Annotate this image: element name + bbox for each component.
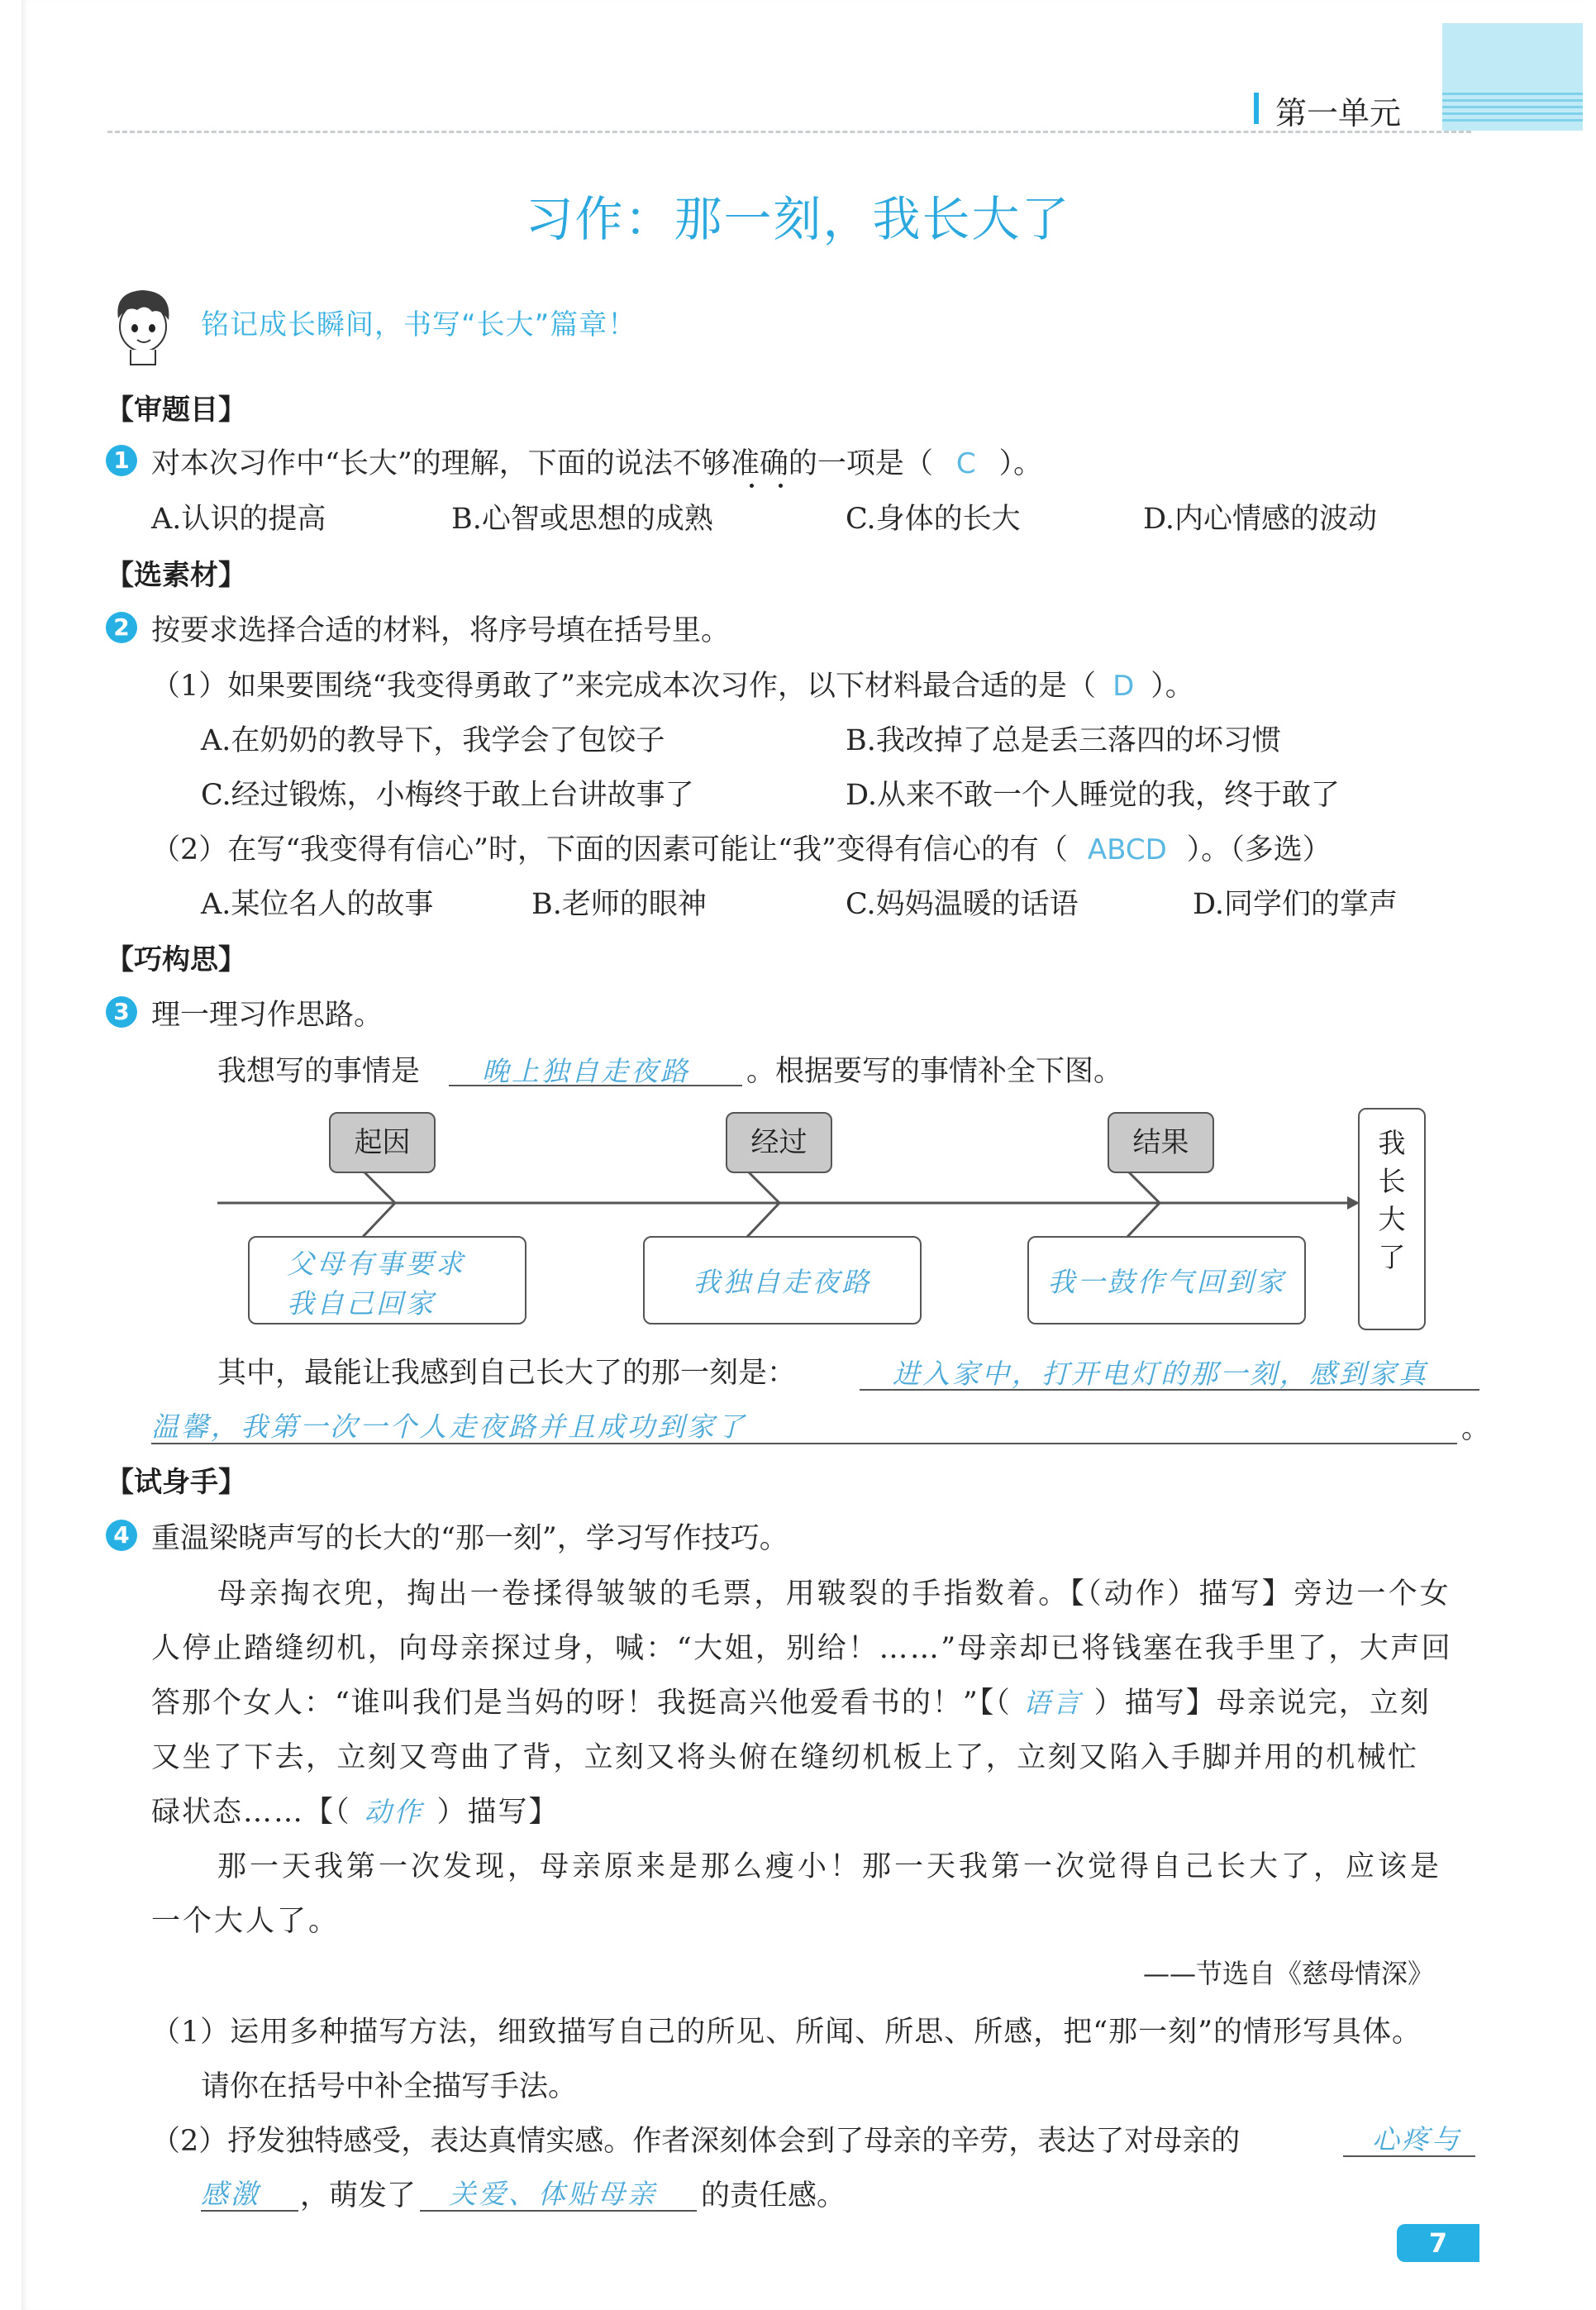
diagram-end-char: 了	[1378, 1241, 1406, 1273]
q3-stem: 理一理习作思路。	[151, 999, 384, 1032]
q4-sub2-mid: ，萌发了	[300, 2179, 417, 2212]
q4-sub1-line: （1）运用多种描写方法，细致描写自己的所见、所闻、所思、所感，把“那一刻”的情形写具体。	[151, 2016, 1422, 2049]
diagram-box-cause-text: 父母有事要求我自己回家	[287, 1248, 465, 1320]
q2-sub2-option: A.某位名人的故事	[201, 888, 434, 921]
q4-sub1-line: 请你在括号中补全描写手法。	[201, 2070, 578, 2103]
q2-sub2-stem: （2）在写“我变得有信心”时，下面的因素可能让“我”变得有信心的有（ ABCD ）。（多选）	[151, 833, 1332, 866]
q4-sub2-end: 的责任感。	[701, 2179, 846, 2212]
q2-sub1-answer: D	[1112, 670, 1135, 703]
question-number: 4	[106, 1520, 137, 1551]
q1-emphasis: 不够	[672, 447, 731, 480]
diagram-box-cause	[248, 1236, 526, 1324]
section-heading: 【巧构思】	[106, 943, 246, 976]
q2-sub2-answer: ABCD	[1087, 833, 1167, 866]
passage-line: 一个大人了。	[151, 1905, 341, 1938]
passage-line: 人停止踏缝纫机，向母亲探过身，喊：“大姐，别给！……”母亲却已将钱塞在我手里了，大声回	[151, 1632, 1452, 1665]
q2-sub1-stem: （1）如果要围绕“我变得勇敢了”来完成本次习作，以下材料最合适的是（ D ）。	[151, 670, 1194, 703]
motto: 铭记成长瞬间，书写“长大”篇章！	[201, 308, 637, 341]
diagram-label-result: 结果	[1108, 1112, 1214, 1173]
q1-answer: C	[955, 447, 976, 480]
q3-moment-prefix: 其中，最能让我感到自己长大了的那一刻是：	[217, 1357, 797, 1390]
q1-option: A.认识的提高	[151, 503, 326, 536]
section-heading: 【选素材】	[106, 559, 246, 592]
section-heading: 【试身手】	[106, 1466, 246, 1499]
question-number: 1	[106, 445, 137, 476]
q3-event-prefix: 我想写的事情是	[217, 1055, 421, 1088]
q3-moment-answer-line1: 进入家中，打开电灯的那一刻，感到家真	[893, 1358, 1428, 1390]
question-number: 2	[106, 612, 137, 643]
q2-sub2-option: D.同学们的掌声	[1193, 888, 1398, 921]
q2-sub1-option: B.我改掉了总是丢三落四的坏习惯	[846, 724, 1281, 757]
diagram-box-process-text: 我独自走夜路	[693, 1266, 872, 1298]
q2-stem: 按要求选择合适的材料，将序号填在括号里。	[151, 614, 731, 647]
answer-feeling-part2: 感激	[201, 2178, 260, 2210]
diagram-label-cause: 起因	[329, 1112, 436, 1173]
question-number: 3	[106, 996, 137, 1028]
diagram-box-result	[1027, 1236, 1306, 1324]
page-number: 7	[1397, 2224, 1479, 2262]
passage-source: ——节选自《慈母情深》	[1143, 1958, 1435, 1989]
diagram-end-box	[1358, 1108, 1426, 1330]
diagram-end-char: 大	[1378, 1203, 1406, 1235]
q1-stem: 对本次习作中“长大”的理解，下面的说法不够准确的一项是（ C ）。	[151, 447, 1043, 480]
q4-stem: 重温梁晓声写的长大的“那一刻”，学习写作技巧。	[151, 1522, 788, 1555]
passage-line: 碌状态……【（ 动作 ）描写】	[151, 1796, 560, 1829]
unit-label: 第一单元	[1275, 95, 1402, 131]
diagram-box-result-text: 我一鼓作气回到家	[1047, 1266, 1286, 1298]
passage-line: 那一天我第一次发现，母亲原来是那么瘦小！那一天我第一次觉得自己长大了，应该是	[217, 1850, 1443, 1883]
answer-action: 动作	[364, 1796, 424, 1828]
q4-sub2-line: （2）抒发独特感受，表达真情实感。作者深刻体会到了母亲的辛劳，表达了对母亲的	[151, 2125, 1241, 2158]
q1-option: B.心智或思想的成熟	[451, 503, 713, 536]
q1-option: D.内心情感的波动	[1143, 503, 1377, 536]
answer-responsibility: 关爱、体贴母亲	[449, 2178, 657, 2210]
q2-sub1-option: C.经过锻炼，小梅终于敢上台讲故事了	[201, 779, 694, 812]
q2-sub2-option: C.妈妈温暖的话语	[846, 888, 1079, 921]
page-title: 习作：那一刻，我长大了	[525, 191, 1071, 247]
section-heading: 【审题目】	[106, 394, 246, 427]
q3-moment-answer-line2: 温馨，我第一次一个人走夜路并且成功到家了	[151, 1410, 746, 1443]
passage-line: 母亲掏衣兜，掏出一卷揉得皱皱的毛票，用皲裂的手指数着。【（动作）描写】旁边一个女	[217, 1577, 1452, 1611]
q1-option: C.身体的长大	[846, 503, 1021, 536]
answer-language: 语言	[1022, 1687, 1083, 1719]
diagram-box-process	[643, 1236, 922, 1324]
q3-event-suffix: 。根据要写的事情补全下图。	[746, 1055, 1123, 1088]
q2-sub1-option: D.从来不敢一个人睡觉的我，终于敢了	[846, 779, 1340, 812]
diagram-end-char: 长	[1378, 1165, 1406, 1197]
passage-line: 又坐了下去，立刻又弯曲了背，立刻又将头俯在缝纫机板上了，立刻又陷入手脚并用的机械忙	[151, 1741, 1419, 1774]
q2-sub2-option: B.老师的眼神	[531, 888, 707, 921]
answer-feeling-part1: 心疼与	[1372, 2123, 1461, 2155]
passage-line: 答那个女人：“谁叫我们是当妈的呀！我挺高兴他爱看书的！”【（ 语言 ）描写】母亲说完，立刻	[151, 1687, 1431, 1720]
q3-event-answer: 晚上独自走夜路	[482, 1055, 690, 1087]
diagram-end-char: 我	[1378, 1127, 1406, 1159]
q3-moment-end: 。	[1461, 1412, 1491, 1445]
diagram-label-process: 经过	[726, 1112, 832, 1173]
q2-sub1-option: A.在奶奶的教导下，我学会了包饺子	[201, 724, 665, 757]
